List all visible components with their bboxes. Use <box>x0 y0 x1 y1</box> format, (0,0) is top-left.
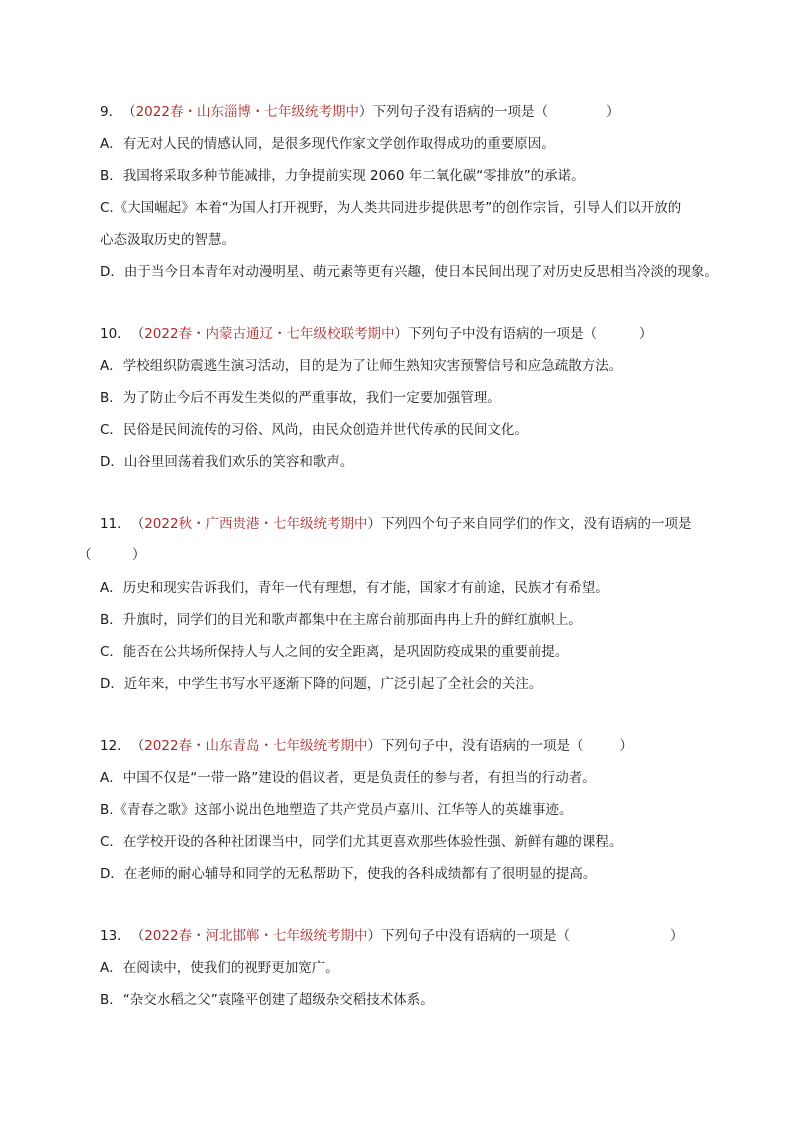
question-number: 13． <box>100 928 131 944</box>
answer-blank-close: ） <box>639 326 653 342</box>
source-open-paren: （ <box>130 326 145 342</box>
option-b: B．“杂交水稻之父”袁隆平创建了超级杂交稻技术体系。 <box>100 992 434 1008</box>
question-13-stem <box>100 926 734 946</box>
source-close-paren: ） <box>367 516 382 532</box>
answer-blank-close: ） <box>605 104 620 120</box>
answer-blank-close: ） <box>670 928 684 944</box>
option-d: D．在老师的耐心辅导和同学的无私帮助下，使我的各科成绩都有了很明显的提高。 <box>100 866 597 882</box>
question-source: 2022春・山东淄博・七年级统考期中 <box>135 104 359 120</box>
option-c: C．能否在公共场所保持人与人之间的安全距离，是巩固防疫成果的重要前提。 <box>100 644 569 660</box>
option-c-continued: 心态汲取历史的智慧。 <box>100 232 235 248</box>
answer-blank: （ ） <box>78 547 146 563</box>
option-b: B．我国将采取多种节能减排，力争提前实现 2060 年二氧化碳“零排放”的承诺。 <box>100 168 585 184</box>
question-stem: 下列句子中没有语病的一项是（ <box>381 928 571 944</box>
option-a: A．在阅读中，使我们的视野更加宽广。 <box>100 960 339 976</box>
option-c: C.《大国崛起》本着“为国人打开视野，为人类共同进步提供思考”的创作宗旨，引导人们以开放的 <box>100 200 682 216</box>
question-source: 2022秋・广西贵港・七年级统考期中 <box>144 516 368 532</box>
option-a: A．有无对人民的情感认同，是很多现代作家文学创作取得成功的重要原因。 <box>100 136 555 152</box>
option-a: A．中国不仅是“一带一路”建设的倡议者，更是负责任的参与者，有担当的行动者。 <box>100 770 596 786</box>
question-10-stem <box>100 324 734 344</box>
source-open-paren: （ <box>130 738 145 754</box>
option-b: B．升旗时，同学们的目光和歌声都集中在主席台前那面冉冉上升的鲜红旗帜上。 <box>100 612 582 628</box>
question-source: 2022春・内蒙古通辽・七年级校联考期中 <box>144 326 395 342</box>
source-open-paren: （ <box>130 928 145 944</box>
option-b: B．为了防止今后不再发生类似的严重事故，我们一定要加强管理。 <box>100 390 501 406</box>
option-d: D．近年来，中学生书写水平逐渐下降的问题，广泛引起了全社会的关注。 <box>100 676 543 692</box>
source-close-paren: ） <box>367 928 382 944</box>
option-b: B.《青春之歌》这部小说出色地塑造了共产党员卢嘉川、江华等人的英雄事迹。 <box>100 802 573 818</box>
option-c: C．民俗是民间流传的习俗、风尚，由民众创造并世代传承的民间文化。 <box>100 422 528 438</box>
question-12-stem <box>100 736 734 756</box>
question-stem: 下列四个句子来自同学们的作文，没有语病的一项是 <box>381 516 692 532</box>
question-stem: 下列句子中，没有语病的一项是（ <box>381 738 584 754</box>
option-c: C．在学校开设的各种社团课当中，同学们尤其更喜欢那些体验性强、新鲜有趣的课程。 <box>100 834 623 850</box>
source-close-paren: ） <box>367 738 382 754</box>
question-11-stem <box>100 514 734 534</box>
option-a: A．历史和现实告诉我们，青年一代有理想，有才能，国家才有前途，民族才有希望。 <box>100 580 609 596</box>
question-number: 10． <box>100 326 131 342</box>
source-open-paren: （ <box>130 516 145 532</box>
question-number: 11． <box>100 516 131 532</box>
option-d: D．山谷里回荡着我们欢乐的笑容和歌声。 <box>100 454 354 470</box>
option-d: D．由于当今日本青年对动漫明星、萌元素等更有兴趣，使日本民间出现了对历史反思相当冷淡的现象。 <box>100 264 718 280</box>
source-close-paren: ） <box>358 104 373 120</box>
question-source: 2022春・山东青岛・七年级统考期中 <box>144 738 368 754</box>
question-number: 12． <box>100 738 131 754</box>
answer-blank-close: ） <box>619 738 634 754</box>
question-stem: 下列句子中没有语病的一项是（ <box>408 326 598 342</box>
source-close-paren: ） <box>394 326 409 342</box>
question-9-stem <box>100 102 734 122</box>
option-a: A．学校组织防震逃生演习活动，目的是为了让师生熟知灾害预警信号和应急疏散方法。 <box>100 358 623 374</box>
question-stem: 下列句子没有语病的一项是（ <box>372 104 548 120</box>
question-source: 2022春・河北邯郸・七年级统考期中 <box>144 928 368 944</box>
question-number: 9． <box>100 104 123 120</box>
source-open-paren: （ <box>122 104 136 120</box>
